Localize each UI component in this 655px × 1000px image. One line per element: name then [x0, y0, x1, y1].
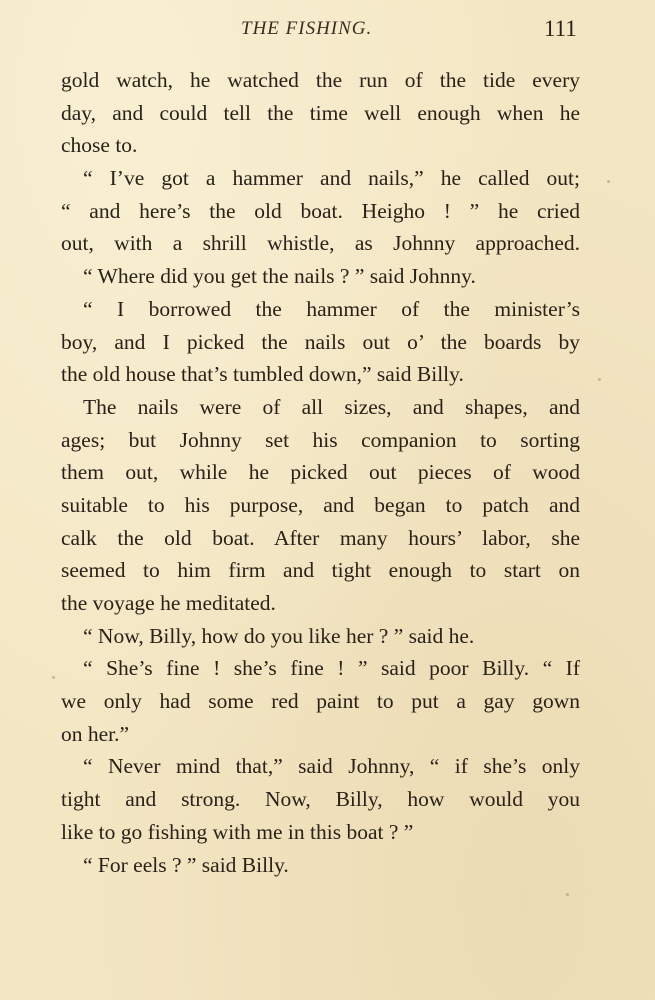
paper-speck: [566, 893, 569, 896]
text-line: we only had some red paint to put a gay gown: [61, 689, 580, 714]
text-line: The nails were of all sizes, and shapes, and: [83, 394, 580, 419]
text-line: tight and strong. Now, Billy, how would you: [61, 787, 580, 812]
running-head: [0, 16, 655, 46]
text-line: gold watch, he watched the run of the tide every: [61, 68, 580, 92]
paper-speck: [52, 676, 55, 679]
text-line: “ For eels ? ” said Billy.: [83, 852, 289, 877]
text-line: the old house that’s tumbled down,” said Billy.: [61, 362, 464, 387]
text-line: boy, and I picked the nails out o’ the boards by: [61, 329, 580, 354]
text-line: suitable to his purpose, and began to patch and: [61, 492, 580, 517]
text-line: “ I borrowed the hammer of the minister’s: [83, 296, 580, 321]
body-text: [61, 64, 580, 881]
text-line: on her.”: [61, 721, 130, 746]
paper-speck: [607, 180, 610, 183]
text-line: calk the old boat. After many hours’ labor, she: [61, 525, 580, 550]
text-line: the voyage he meditated.: [61, 591, 276, 615]
text-line: “ Now, Billy, how do you like her ? ” said he.: [83, 623, 475, 648]
text-line: ages; but Johnny set his companion to sorting: [61, 427, 580, 452]
text-line: “ Never mind that,” said Johnny, “ if she’s only: [83, 754, 580, 779]
text-line: out, with a shrill whistle, as Johnny approached.: [61, 231, 580, 256]
text-line: like to go fishing with me in this boat ? ”: [61, 819, 414, 844]
text-line: them out, while he picked out pieces of wood: [61, 460, 580, 485]
page-number: 111: [544, 16, 577, 41]
text-line: chose to.: [61, 133, 138, 158]
text-line: day, and could tell the time well enough when he: [61, 100, 580, 125]
text-line: “ I’ve got a hammer and nails,” he called out;: [83, 166, 580, 191]
text-line: “ Where did you get the nails ? ” said Johnny.: [83, 264, 476, 289]
text-line: “ She’s fine ! she’s fine ! ” said poor Billy. “ If: [83, 656, 580, 681]
paper-speck: [598, 378, 601, 381]
text-line: seemed to him firm and tight enough to start on: [61, 558, 580, 583]
running-title: THE FISHING.: [241, 18, 373, 39]
text-line: “ and here’s the old boat. Heigho ! ” he cried: [61, 198, 580, 223]
